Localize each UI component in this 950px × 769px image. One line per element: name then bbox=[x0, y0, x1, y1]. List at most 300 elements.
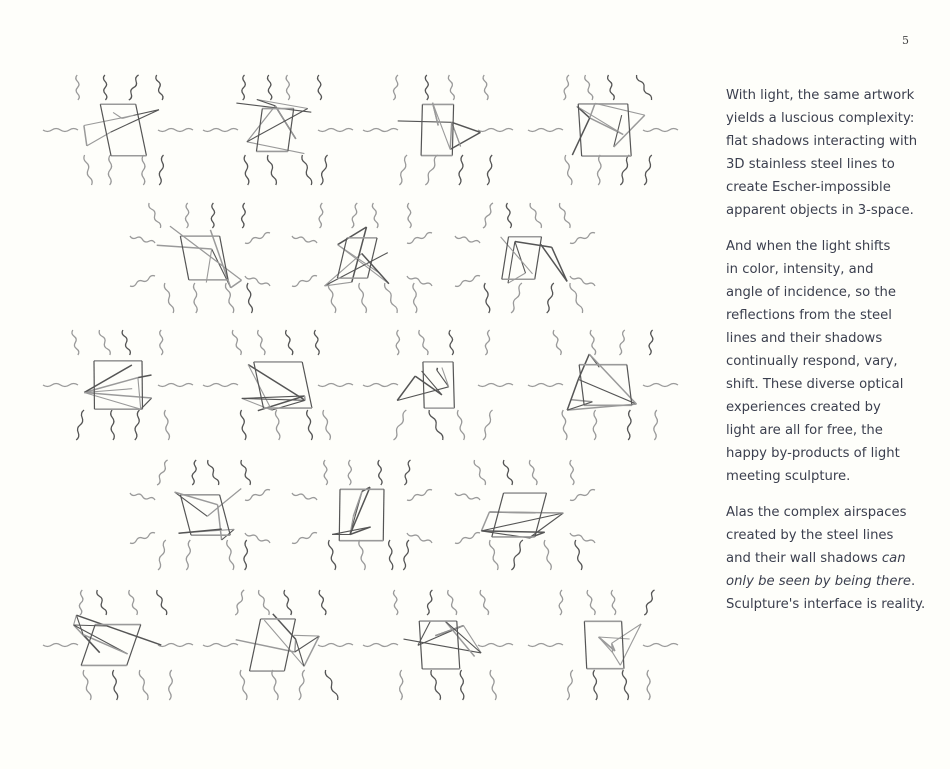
wire-squiggle bbox=[328, 540, 335, 570]
wire-squiggle bbox=[478, 644, 513, 647]
steel-line bbox=[515, 242, 552, 248]
wire-squiggle bbox=[84, 155, 92, 185]
wire-squiggle bbox=[511, 540, 522, 570]
steel-line bbox=[452, 122, 481, 132]
wire-squiggle bbox=[637, 75, 652, 100]
sculpture-photo bbox=[455, 203, 595, 313]
wire-squiggle bbox=[232, 330, 241, 355]
steel-line bbox=[339, 489, 340, 540]
wire-squiggle bbox=[130, 276, 155, 287]
wire-squiggle bbox=[627, 410, 631, 440]
wire-squiggle bbox=[363, 384, 398, 387]
text-italic: can bbox=[881, 551, 906, 566]
wire-squiggle bbox=[79, 590, 83, 615]
wire-squiggle bbox=[325, 670, 338, 700]
wire-squiggle bbox=[319, 590, 326, 615]
wire-squiggle bbox=[225, 283, 233, 313]
steel-line bbox=[552, 247, 567, 281]
steel-line bbox=[578, 379, 636, 404]
steel-line bbox=[423, 362, 424, 408]
wire-squiggle bbox=[247, 283, 253, 313]
steel-line bbox=[627, 365, 632, 406]
wire-squiggle bbox=[425, 75, 428, 100]
steel-line bbox=[613, 653, 621, 665]
wire-squiggle bbox=[299, 670, 305, 700]
wire-squiggle bbox=[43, 129, 78, 132]
sculpture-photo bbox=[203, 330, 353, 440]
steel-line bbox=[138, 378, 141, 410]
wire-squiggle bbox=[363, 129, 398, 132]
wire-squiggle bbox=[553, 330, 561, 355]
text-line: light are all for free, the bbox=[726, 423, 883, 438]
wire-squiggle bbox=[399, 155, 407, 185]
wire-squiggle bbox=[654, 410, 658, 440]
wire-squiggle bbox=[593, 670, 597, 700]
wire-squiggle bbox=[292, 493, 317, 500]
sculpture-photo bbox=[203, 75, 353, 185]
wire-squiggle bbox=[158, 644, 193, 647]
wire-squiggle bbox=[449, 330, 453, 355]
steel-line bbox=[362, 254, 389, 284]
wire-squiggle bbox=[157, 590, 167, 615]
wire-squiggle bbox=[292, 236, 317, 243]
steel-line bbox=[254, 362, 264, 408]
wire-squiggle bbox=[564, 75, 569, 100]
wire-squiggle bbox=[318, 384, 353, 387]
wire-squiggle bbox=[72, 330, 79, 355]
wire-squiggle bbox=[547, 283, 554, 313]
wire-squiggle bbox=[352, 203, 358, 228]
wire-squiggle bbox=[448, 590, 457, 615]
wire-squiggle bbox=[157, 460, 168, 485]
wire-squiggle bbox=[483, 410, 493, 440]
wire-squiggle bbox=[244, 155, 249, 185]
text-line: And when the light shifts bbox=[726, 239, 891, 254]
wire-squiggle bbox=[608, 75, 615, 100]
wire-squiggle bbox=[158, 384, 193, 387]
steel-line bbox=[212, 249, 231, 288]
wire-squiggle bbox=[302, 155, 312, 185]
wire-squiggle bbox=[474, 460, 485, 485]
wire-squiggle bbox=[567, 670, 573, 700]
steel-line bbox=[111, 110, 159, 132]
wire-squiggle bbox=[169, 670, 173, 700]
text-line: experiences created by bbox=[726, 400, 881, 415]
steel-line bbox=[247, 106, 275, 142]
wire-squiggle bbox=[129, 75, 139, 100]
wire-squiggle bbox=[529, 460, 537, 485]
steel-line bbox=[502, 237, 509, 280]
wire-squiggle bbox=[267, 75, 271, 100]
text-line: continually respond, vary, bbox=[726, 354, 898, 369]
wire-squiggle bbox=[396, 330, 399, 355]
wire-squiggle bbox=[528, 129, 563, 132]
steel-line bbox=[247, 109, 308, 142]
steel-line bbox=[450, 132, 480, 149]
text-line: create Escher-impossible bbox=[726, 180, 891, 195]
steel-line bbox=[437, 370, 449, 387]
wire-squiggle bbox=[489, 540, 498, 570]
wire-squiggle bbox=[245, 233, 270, 244]
wire-squiggle bbox=[129, 590, 138, 615]
wire-squiggle bbox=[407, 533, 432, 543]
wire-squiggle bbox=[455, 236, 480, 243]
wire-squiggle bbox=[156, 75, 163, 100]
sculpture-photo bbox=[43, 590, 193, 700]
wire-squiggle bbox=[130, 533, 155, 544]
sculpture-photo bbox=[528, 590, 678, 700]
wire-squiggle bbox=[490, 670, 496, 700]
text-line: Alas the complex airspaces bbox=[726, 505, 907, 520]
wire-squiggle bbox=[97, 590, 107, 615]
wire-squiggle bbox=[611, 590, 615, 615]
wire-squiggle bbox=[43, 384, 78, 387]
wire-squiggle bbox=[429, 410, 443, 440]
steel-line bbox=[294, 635, 320, 636]
wire-squiggle bbox=[431, 670, 441, 700]
wire-squiggle bbox=[570, 283, 583, 313]
wire-squiggle bbox=[407, 233, 432, 244]
wire-squiggle bbox=[192, 460, 196, 485]
wire-squiggle bbox=[647, 670, 650, 700]
wire-squiggle bbox=[159, 155, 163, 185]
wire-squiggle bbox=[318, 129, 353, 132]
wire-squiggle bbox=[130, 493, 155, 500]
steel-line bbox=[492, 493, 504, 537]
wire-squiggle bbox=[363, 644, 398, 647]
wire-squiggle bbox=[244, 540, 248, 570]
wire-squiggle bbox=[593, 410, 596, 440]
steel-line bbox=[180, 236, 188, 280]
sculpture-photo bbox=[130, 203, 270, 313]
wire-squiggle bbox=[585, 75, 593, 100]
steel-line bbox=[84, 126, 87, 146]
steel-line bbox=[567, 379, 578, 410]
wire-squiggle bbox=[318, 75, 322, 100]
wire-squiggle bbox=[113, 670, 118, 700]
wire-squiggle bbox=[559, 590, 563, 615]
wire-squiggle bbox=[267, 155, 276, 185]
sculpture-photo bbox=[43, 75, 193, 185]
wire-squiggle bbox=[307, 410, 313, 440]
wire-squiggle bbox=[587, 590, 595, 615]
wire-squiggle bbox=[149, 203, 161, 228]
wire-squiggle bbox=[328, 283, 335, 313]
wire-squiggle bbox=[570, 276, 595, 286]
steel-line bbox=[584, 621, 586, 668]
wire-squiggle bbox=[528, 644, 563, 647]
steel-line bbox=[100, 104, 111, 155]
wire-squiggle bbox=[480, 590, 488, 615]
steel-line bbox=[248, 365, 305, 401]
text-line: angle of incidence, so the bbox=[726, 285, 896, 300]
wire-squiggle bbox=[389, 540, 393, 570]
steel-line bbox=[242, 396, 305, 399]
wire-squiggle bbox=[160, 330, 163, 355]
wire-squiggle bbox=[142, 155, 145, 185]
wire-squiggle bbox=[478, 384, 513, 387]
wire-squiggle bbox=[460, 670, 464, 700]
steel-line bbox=[368, 238, 378, 278]
wire-squiggle bbox=[649, 330, 653, 355]
text-line: meeting sculpture. bbox=[726, 469, 851, 484]
sculpture-photo bbox=[363, 330, 513, 440]
steel-line bbox=[450, 122, 452, 149]
wire-squiggle bbox=[372, 203, 378, 228]
wire-squiggle bbox=[483, 75, 488, 100]
wire-squiggle bbox=[258, 330, 265, 355]
wire-squiggle bbox=[487, 155, 492, 185]
wire-squiggle bbox=[259, 590, 270, 615]
wire-squiggle bbox=[407, 203, 411, 228]
steel-line bbox=[170, 226, 242, 280]
wire-squiggle bbox=[314, 330, 319, 355]
wire-squiggle bbox=[203, 644, 238, 647]
body-text bbox=[726, 84, 936, 629]
wire-squiggle bbox=[644, 590, 654, 615]
wire-squiggle bbox=[240, 410, 246, 440]
wire-squiggle bbox=[643, 384, 678, 387]
wire-squiggle bbox=[559, 203, 570, 228]
steel-line bbox=[157, 245, 212, 249]
wire-squiggle bbox=[203, 384, 238, 387]
wire-squiggle bbox=[245, 533, 270, 543]
wire-squiggle bbox=[227, 540, 234, 570]
steel-line bbox=[257, 100, 308, 109]
text-line: apparent objects in 3-space. bbox=[726, 203, 914, 218]
wire-squiggle bbox=[139, 670, 148, 700]
wire-squiggle bbox=[186, 540, 190, 570]
wire-squiggle bbox=[394, 410, 407, 440]
wire-squiggle bbox=[570, 490, 595, 501]
text-line: reflections from the steel bbox=[726, 308, 892, 323]
sculpture-photo bbox=[363, 75, 513, 185]
text-line: 3D stainless steel lines to bbox=[726, 157, 895, 172]
wire-squiggle bbox=[622, 670, 628, 700]
wire-squiggle bbox=[404, 460, 410, 485]
wire-squiggle bbox=[575, 540, 582, 570]
wire-squiggle bbox=[240, 670, 247, 700]
wire-squiggle bbox=[455, 533, 480, 544]
wire-squiggle bbox=[455, 493, 480, 500]
sculpture-photo bbox=[43, 330, 193, 440]
wire-squiggle bbox=[511, 283, 522, 313]
steel-line bbox=[453, 362, 454, 408]
steel-line bbox=[138, 375, 152, 378]
steel-line bbox=[175, 492, 208, 516]
text-line bbox=[726, 547, 936, 570]
wire-squiggle bbox=[76, 410, 84, 440]
text-italic: only be seen by being there bbox=[726, 574, 912, 589]
wire-squiggle bbox=[620, 155, 629, 185]
sculpture-photo bbox=[292, 460, 432, 570]
wire-squiggle bbox=[590, 330, 595, 355]
wire-squiggle bbox=[319, 203, 323, 228]
sculpture-photo bbox=[130, 460, 270, 570]
steel-line bbox=[508, 273, 526, 283]
steel-line bbox=[489, 512, 563, 513]
paragraph-1 bbox=[726, 84, 936, 222]
steel-line bbox=[481, 512, 489, 531]
wire-squiggle bbox=[111, 410, 115, 440]
wire-squiggle bbox=[455, 276, 480, 287]
wire-squiggle bbox=[528, 384, 563, 387]
wire-squiggle bbox=[419, 330, 428, 355]
wire-squiggle bbox=[158, 540, 166, 570]
wire-squiggle bbox=[393, 75, 398, 100]
steel-line bbox=[127, 625, 141, 666]
wire-squiggle bbox=[570, 533, 595, 543]
wire-squiggle bbox=[400, 670, 403, 700]
steel-line bbox=[83, 635, 128, 654]
wire-squiggle bbox=[245, 276, 270, 286]
wire-squiggle bbox=[484, 283, 490, 313]
wire-squiggle bbox=[378, 460, 382, 485]
wire-squiggle bbox=[211, 203, 214, 228]
steel-line bbox=[84, 365, 132, 393]
wire-squiggle bbox=[565, 155, 572, 185]
wire-squiggle bbox=[122, 330, 130, 355]
steel-line bbox=[275, 106, 296, 139]
steel-line bbox=[589, 354, 636, 404]
wire-squiggle bbox=[164, 410, 169, 440]
wire-squiggle bbox=[359, 540, 365, 570]
wire-squiggle bbox=[597, 155, 601, 185]
wire-squiggle bbox=[43, 644, 78, 647]
text-normal: and their wall shadows bbox=[726, 551, 882, 566]
text-normal: . bbox=[911, 574, 916, 589]
steel-line bbox=[295, 639, 296, 652]
wire-squiggle bbox=[208, 460, 219, 485]
wire-squiggle bbox=[448, 75, 454, 100]
wire-squiggle bbox=[272, 670, 278, 700]
wire-squiggle bbox=[485, 330, 489, 355]
wire-squiggle bbox=[286, 75, 290, 100]
sculpture-photo bbox=[528, 330, 678, 440]
wire-squiggle bbox=[348, 460, 351, 485]
steel-line bbox=[578, 104, 581, 156]
text-line: in color, intensity, and bbox=[726, 262, 874, 277]
wire-squiggle bbox=[323, 410, 331, 440]
sculpture-photo bbox=[363, 590, 513, 700]
text-line: shift. These diverse optical bbox=[726, 377, 904, 392]
wire-squiggle bbox=[241, 460, 251, 485]
wire-squiggle bbox=[425, 155, 437, 185]
steel-line bbox=[74, 615, 77, 625]
wire-squiggle bbox=[275, 410, 279, 440]
wire-squiggle bbox=[292, 533, 317, 544]
steel-line bbox=[231, 280, 242, 288]
wire-squiggle bbox=[643, 129, 678, 132]
steel-line bbox=[599, 637, 630, 639]
wire-squiggle bbox=[385, 283, 398, 313]
wire-squiggle bbox=[619, 330, 624, 355]
wire-squiggle bbox=[284, 590, 292, 615]
wire-squiggle bbox=[103, 75, 106, 100]
wire-squiggle bbox=[164, 283, 173, 313]
text-line bbox=[726, 570, 936, 593]
wire-squiggle bbox=[242, 75, 245, 100]
steel-line bbox=[535, 237, 542, 280]
wire-squiggle bbox=[135, 410, 140, 440]
sculpture-photo bbox=[528, 75, 678, 185]
sculpture-photo bbox=[455, 460, 595, 570]
text-line: yields a luscious complexity: bbox=[726, 111, 915, 126]
steel-line bbox=[305, 396, 306, 400]
wire-squiggle bbox=[235, 590, 244, 615]
wire-squiggle bbox=[76, 75, 80, 100]
text-line: created by the steel lines bbox=[726, 528, 894, 543]
wire-squiggle bbox=[193, 283, 197, 313]
paragraph-2 bbox=[726, 235, 936, 488]
wire-squiggle bbox=[292, 276, 317, 287]
steel-line bbox=[442, 368, 449, 387]
steel-line bbox=[508, 242, 515, 284]
wire-squiggle bbox=[427, 590, 432, 615]
wire-squiggle bbox=[544, 540, 551, 570]
wire-squiggle bbox=[413, 283, 417, 313]
text-line: happy by-products of light bbox=[726, 446, 900, 461]
wire-squiggle bbox=[403, 540, 409, 570]
wire-squiggle bbox=[203, 129, 238, 132]
wire-squiggle bbox=[286, 330, 293, 355]
wire-squiggle bbox=[503, 460, 512, 485]
wire-squiggle bbox=[407, 276, 432, 286]
wire-squiggle bbox=[242, 203, 246, 228]
wire-squiggle bbox=[644, 155, 652, 185]
wire-squiggle bbox=[359, 283, 367, 313]
steel-line bbox=[353, 491, 362, 516]
steel-line bbox=[535, 493, 547, 537]
wire-squiggle bbox=[318, 644, 353, 647]
wire-squiggle bbox=[530, 203, 541, 228]
wire-squiggle bbox=[407, 490, 432, 501]
wire-squiggle bbox=[478, 129, 513, 132]
wire-squiggle bbox=[185, 203, 188, 228]
steel-line bbox=[515, 242, 526, 274]
wire-squiggle bbox=[570, 460, 574, 485]
paragraph-3 bbox=[726, 501, 936, 616]
steel-line bbox=[383, 489, 384, 540]
wire-squiggle bbox=[459, 155, 463, 185]
wire-squiggle bbox=[158, 129, 193, 132]
steel-line bbox=[421, 104, 422, 155]
steel-line bbox=[136, 104, 147, 155]
steel-line bbox=[433, 103, 451, 150]
wire-squiggle bbox=[643, 644, 678, 647]
wire-squiggle bbox=[108, 155, 111, 185]
wire-squiggle bbox=[245, 490, 270, 501]
wire-squiggle bbox=[562, 410, 567, 440]
page-number: 5 bbox=[902, 34, 909, 47]
sculpture-photo bbox=[292, 203, 432, 313]
steel-line bbox=[398, 121, 452, 122]
text-line: lines and their shadows bbox=[726, 331, 883, 346]
wire-squiggle bbox=[321, 155, 328, 185]
steel-line bbox=[288, 109, 294, 152]
text-line: With light, the same artwork bbox=[726, 88, 915, 103]
wire-squiggle bbox=[83, 670, 91, 700]
sculpture-photo bbox=[203, 590, 353, 700]
wire-squiggle bbox=[570, 233, 595, 244]
wire-squiggle bbox=[324, 460, 328, 485]
text-line: Sculpture's interface is reality. bbox=[726, 597, 926, 612]
steel-line bbox=[541, 244, 567, 281]
text-line: flat shadows interacting with bbox=[726, 134, 918, 149]
wire-squiggle bbox=[393, 590, 397, 615]
wire-squiggle bbox=[457, 410, 464, 440]
wire-squiggle bbox=[99, 330, 110, 355]
